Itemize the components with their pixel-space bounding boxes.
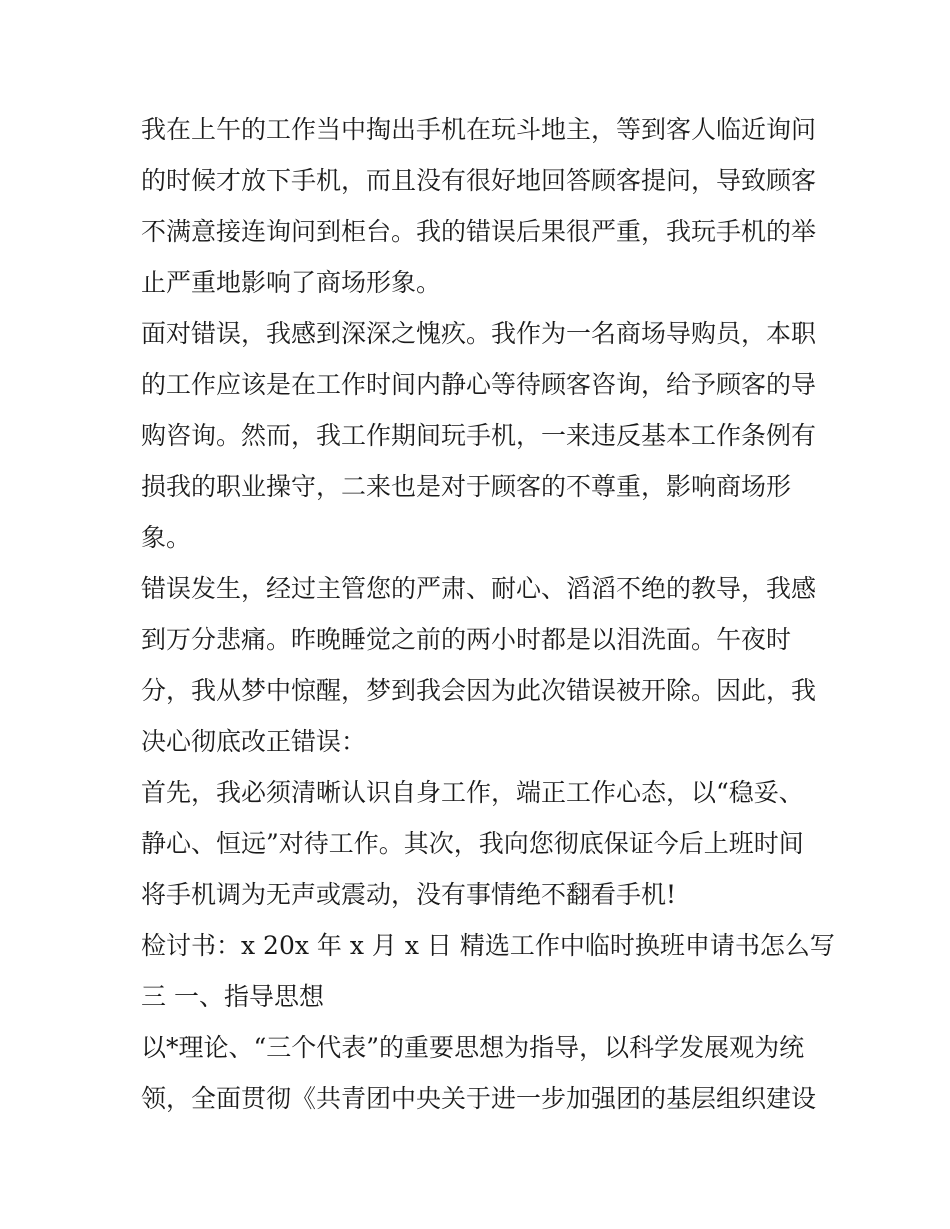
text-line: 象。 — [141, 523, 192, 552]
text-line: 以*理论、“三个代表”的重要思想为指导，以科学发展观为统 — [141, 1033, 805, 1062]
text-line: 决心彻底改正错误： — [141, 727, 367, 756]
text-line: 首先，我必须清晰认识自身工作，端正工作心态，以“稳妥、 — [141, 778, 804, 807]
text-line: 静心、恒远”对待工作。其次，我向您彻底保证今后上班时间 — [141, 829, 804, 858]
document-body — [141, 104, 835, 1124]
text-line: 我在上午的工作当中掏出手机在玩斗地主，等到客人临近询问 — [141, 115, 817, 144]
text-line: 购咨询。然而，我工作期间玩手机，一来违反基本工作条例有 — [141, 421, 817, 450]
text-line: 领，全面贯彻《共青团中央关于进一步加强团的基层组织建设 — [141, 1084, 817, 1113]
text-line: 止严重地影响了商场形象。 — [141, 268, 442, 297]
text-line: 检讨书：x 20x 年 x 月 x 日 精选工作中临时换班申请书怎么写 — [141, 931, 835, 960]
section-heading: 三 一、指导思想 — [141, 982, 324, 1011]
text-line: 的工作应该是在工作时间内静心等待顾客咨询，给予顾客的导 — [141, 370, 817, 399]
text-line: 错误发生，经过主管您的严肃、耐心、滔滔不绝的教导，我感 — [141, 574, 817, 603]
text-line: 的时候才放下手机，而且没有很好地回答顾客提问，导致顾客 — [141, 166, 817, 195]
text-line: 损我的职业操守，二来也是对于顾客的不尊重，影响商场形 — [141, 472, 792, 501]
text-line: 不满意接连询问到柜台。我的错误后果很严重，我玩手机的举 — [141, 217, 817, 246]
text-line: 分，我从梦中惊醒，梦到我会因为此次错误被开除。因此，我 — [141, 676, 817, 705]
text-line: 到万分悲痛。昨晚睡觉之前的两小时都是以泪洗面。午夜时 — [141, 625, 792, 654]
text-line: 面对错误，我感到深深之愧疚。我作为一名商场导购员，本职 — [141, 319, 817, 348]
text-line: 将手机调为无声或震动，没有事情绝不翻看手机! — [141, 880, 677, 909]
